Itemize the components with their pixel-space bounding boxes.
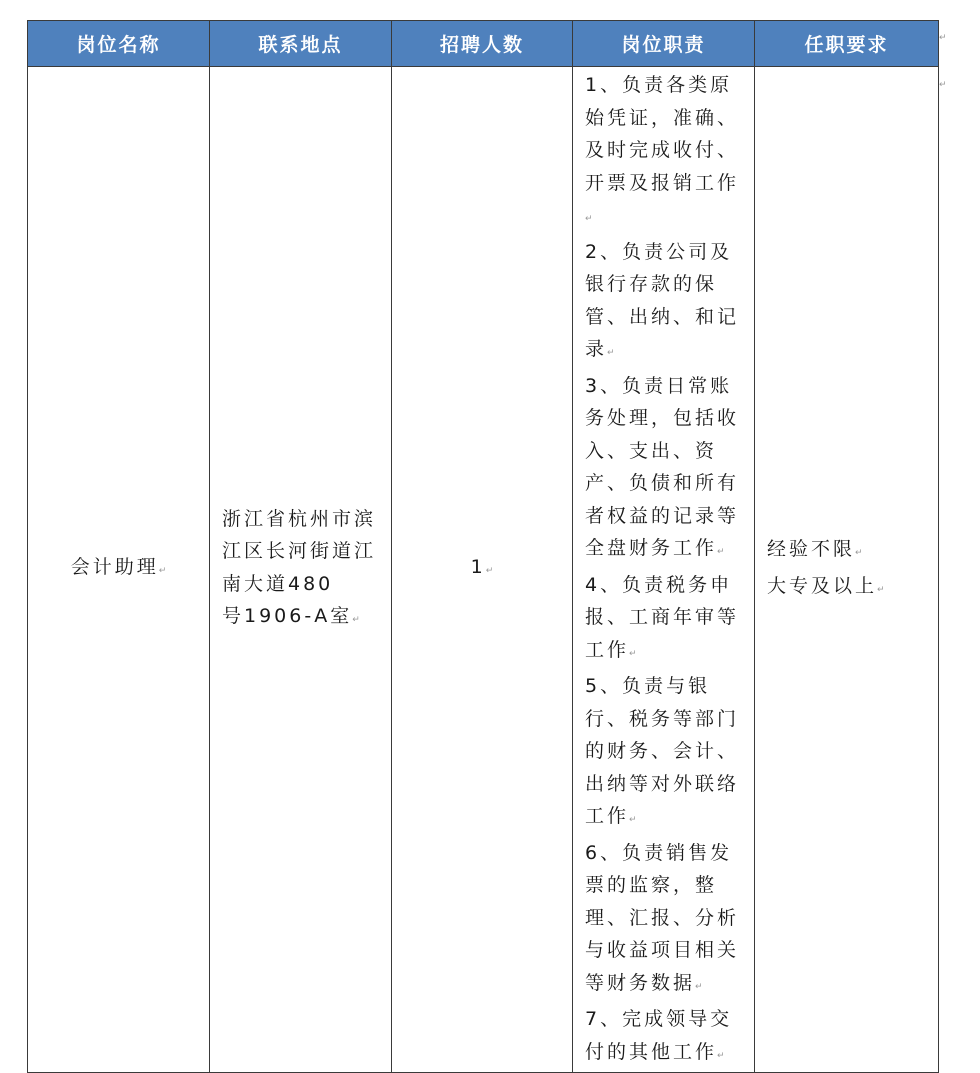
requirements-cell	[755, 67, 939, 1073]
paragraph-mark: ↵	[717, 1050, 725, 1061]
location-text: 浙江省杭州市滨江区长河街道江南大道480 号1906-A室	[222, 507, 377, 627]
header-position-name: 岗位名称	[28, 21, 210, 67]
paragraph-mark: ↵	[158, 566, 167, 577]
header-headcount: 招聘人数	[392, 21, 573, 67]
job-posting-table	[27, 20, 939, 1073]
duty-text: 3、负责日常账务处理，包括收入、支出、资产、负债和所有者权益的记录等全盘财务工作	[585, 374, 740, 559]
paragraph-mark: ↵	[585, 214, 593, 224]
duty-item	[585, 837, 742, 1004]
table-row	[28, 67, 939, 1073]
end-of-row-mark-header: ↵	[939, 33, 947, 43]
duty-text: 7、完成领导交付的其他工作	[585, 1008, 733, 1063]
duty-text: 1、负责各类原始凭证，准确、及时完成收付、开票及报销工作	[585, 74, 740, 194]
requirement-text: 经验不限	[767, 538, 856, 560]
paragraph-mark: ↵	[629, 648, 637, 659]
duty-item	[585, 69, 742, 236]
requirement-item	[767, 533, 928, 570]
headcount-value: 1	[470, 556, 486, 579]
paragraph-mark: ↵	[352, 615, 360, 625]
header-requirements: 任职要求	[755, 21, 939, 67]
paragraph-mark: ↵	[485, 566, 494, 577]
duty-item	[585, 370, 742, 569]
position-name: 会计助理	[70, 556, 159, 579]
end-of-row-mark-body: ↵	[939, 80, 947, 90]
headcount-cell	[392, 67, 573, 1073]
paragraph-mark: ↵	[855, 548, 863, 558]
header-location: 联系地点	[210, 21, 392, 67]
duty-text: 2、负责公司及银行存款的保管、出纳、和记录	[585, 240, 740, 360]
position-cell	[28, 67, 210, 1073]
paragraph-mark: ↵	[717, 547, 725, 557]
paragraph-mark: ↵	[607, 348, 615, 358]
duties-cell	[573, 67, 755, 1073]
duty-item	[585, 569, 742, 671]
duty-item	[585, 1003, 742, 1072]
requirement-text: 大专及以上	[767, 574, 878, 597]
duty-item	[585, 670, 742, 837]
paragraph-mark: ↵	[629, 815, 637, 825]
location-cell	[210, 67, 392, 1073]
duty-item	[585, 236, 742, 370]
table-header-row	[28, 21, 939, 67]
duty-text: 4、负责税务申报、工商年审等工作	[585, 573, 740, 661]
duty-text: 5、负责与银行、税务等部门的财务、会计、出纳等对外联络工作	[585, 675, 740, 827]
paragraph-mark: ↵	[877, 584, 885, 595]
duty-text: 6、负责销售发票的监察，整理、汇报、分析与收益项目相关等财务数据	[585, 841, 740, 994]
paragraph-mark: ↵	[695, 981, 703, 992]
header-duties: 岗位职责	[573, 21, 755, 67]
requirement-item	[767, 570, 928, 607]
